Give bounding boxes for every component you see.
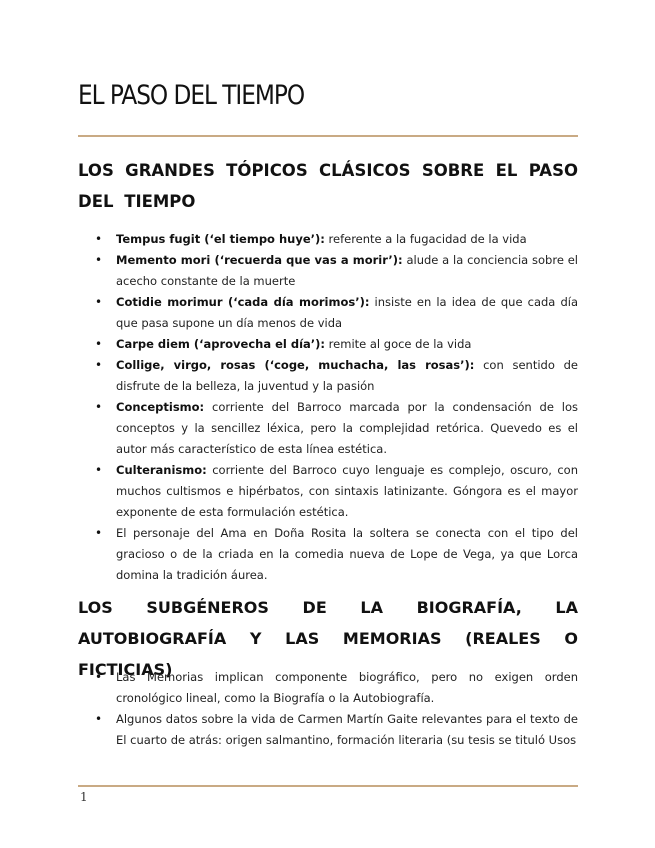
list-item-text: corriente del Barroco marcada por la condensación de los conceptos y la sencillez léxica, pero la complejidad retórica. Quevedo es el autor más característico de esta línea estética.: [116, 400, 578, 456]
list-item-term: Culteranismo:: [116, 463, 207, 477]
list-item: [78, 523, 578, 586]
list-item-term: Cotidie morimur (‘cada día morimos’):: [116, 295, 370, 309]
section-heading-topicos: LOS GRANDES TÓPICOS CLÁSICOS SOBRE EL PASO DEL TIEMPO: [78, 161, 578, 211]
subgeneros-list: [78, 667, 578, 751]
list-item-text: remite al goce de la vida: [325, 337, 472, 351]
section-heading-subgeneros: LOS SUBGÉNEROS DE LA BIOGRAFÍA, LA AUTOBIOGRAFÍA Y LAS MEMORIAS (REALES O FICTICIAS): [78, 598, 578, 679]
footer-divider: [78, 785, 578, 787]
list-item: [78, 397, 578, 460]
list-item-text: alude a la conciencia sobre el acecho constante de la muerte: [116, 253, 578, 288]
list-item-text: El personaje del Ama en Doña Rosita la soltera se conecta con el tipo del gracioso o de la criada en la comedia nueva de Lope de Vega, ya que Lorca domina la tradición áurea.: [116, 526, 578, 582]
title-divider: [78, 135, 578, 137]
list-item: [78, 667, 578, 709]
list-item-text: con sentido de disfrute de la belleza, la juventud y la pasión: [116, 358, 578, 393]
page-number: 1: [80, 790, 88, 804]
page-title: EL PASO DEL TIEMPO: [78, 80, 305, 111]
list-item-text: corriente del Barroco cuyo lenguaje es complejo, oscuro, con muchos cultismos e hipérbatos, con sintaxis latinizante. Góngora es el mayor exponente de esta formulación estética.: [116, 463, 578, 519]
list-item: [78, 292, 578, 334]
list-item-term: Conceptismo:: [116, 400, 205, 414]
list-item-text: insiste en la idea de que cada día que pasa supone un día menos de vida: [116, 295, 578, 330]
list-item: [78, 355, 578, 397]
list-item-term: Collige, virgo, rosas (‘coge, muchacha, las rosas’):: [116, 358, 475, 372]
list-item-term: Tempus fugit (‘el tiempo huye’):: [116, 232, 325, 246]
list-item: [78, 334, 578, 355]
list-item: [78, 229, 578, 250]
topicos-list: [78, 229, 578, 586]
list-item-text: Algunos datos sobre la vida de Carmen Martín Gaite relevantes para el texto de El cuarto de atrás: origen salmantino, formación literaria (su tesis se tituló Usos: [116, 712, 578, 747]
list-item-text: Las Memorias implican componente biográfico, pero no exigen orden cronológico lineal, como la Biografía o la Autobiografía.: [116, 670, 578, 705]
list-item: [78, 460, 578, 523]
list-item: [78, 250, 578, 292]
list-item-text: referente a la fugacidad de la vida: [324, 232, 527, 246]
list-item-term: Memento mori (‘recuerda que vas a morir’):: [116, 253, 403, 267]
list-item-term: Carpe diem (‘aprovecha el día’):: [116, 337, 326, 351]
list-item: [78, 709, 578, 751]
